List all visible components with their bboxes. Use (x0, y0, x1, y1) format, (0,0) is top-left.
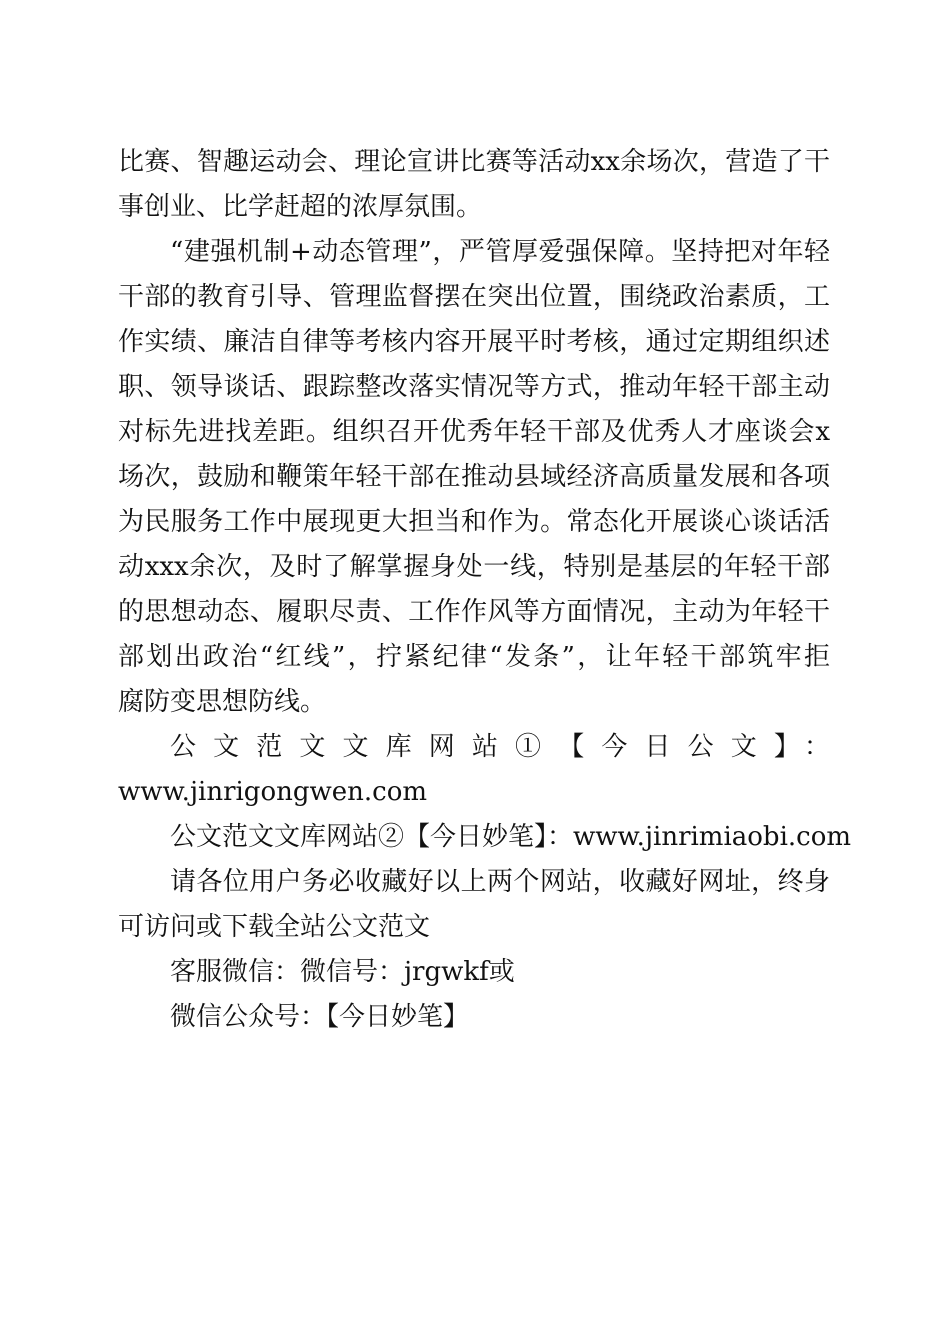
paragraph-line: 腐防变思想防线。 (118, 687, 327, 717)
wechat-account-line: 微信公众号：【今日妙笔】 (170, 1002, 470, 1032)
paragraph-line: 的思想动态、履职尽责、工作作风等方面情况，主动为年轻干 (118, 597, 830, 627)
paragraph-line: 干部的教育引导、管理监督摆在突出位置，围绕政治素质，工 (118, 282, 830, 312)
notice-line: 可访问或下载全站公文范文 (118, 912, 431, 942)
paragraph-line: 事创业、比学赶超的浓厚氛围。 (118, 192, 483, 222)
paragraph-line: 作实绩、廉洁自律等考核内容开展平时考核，通过定期组织述 (118, 327, 830, 357)
paragraph-line: 为民服务工作中展现更大担当和作为。常态化开展谈心谈话活 (118, 507, 830, 537)
website-1-url[interactable]: www.jinrigongwen.com (118, 777, 428, 807)
paragraph-line: 比赛、智趣运动会、理论宣讲比赛等活动xx余场次，营造了干 (118, 147, 830, 177)
document-page (118, 140, 852, 1040)
paragraph-line: 对标先进找差距。组织召开优秀年轻干部及优秀人才座谈会x (118, 417, 830, 447)
paragraph-line: 场次，鼓励和鞭策年轻干部在推动县域经济高质量发展和各项 (118, 462, 830, 492)
website-1-label: 公文范文文库网站①【今日公文】： (170, 732, 830, 762)
paragraph-line: 动xxx余次，及时了解掌握身处一线，特别是基层的年轻干部 (118, 552, 830, 582)
paragraph-line: 职、领导谈话、跟踪整改落实情况等方式，推动年轻干部主动 (118, 372, 830, 402)
website-2-line[interactable]: 公文范文文库网站②【今日妙笔】：www.jinrimiaobi.com (170, 822, 852, 852)
wechat-service-line: 客服微信：微信号：jrgwkf或 (170, 957, 515, 987)
paragraph-line: “建强机制+动态管理”，严管厚爱强保障。坚持把对年轻 (170, 237, 830, 267)
notice-line: 请各位用户务必收藏好以上两个网站，收藏好网址，终身 (170, 867, 830, 897)
paragraph-line: 部划出政治“红线”，拧紧纪律“发条”，让年轻干部筑牢拒 (118, 642, 830, 672)
